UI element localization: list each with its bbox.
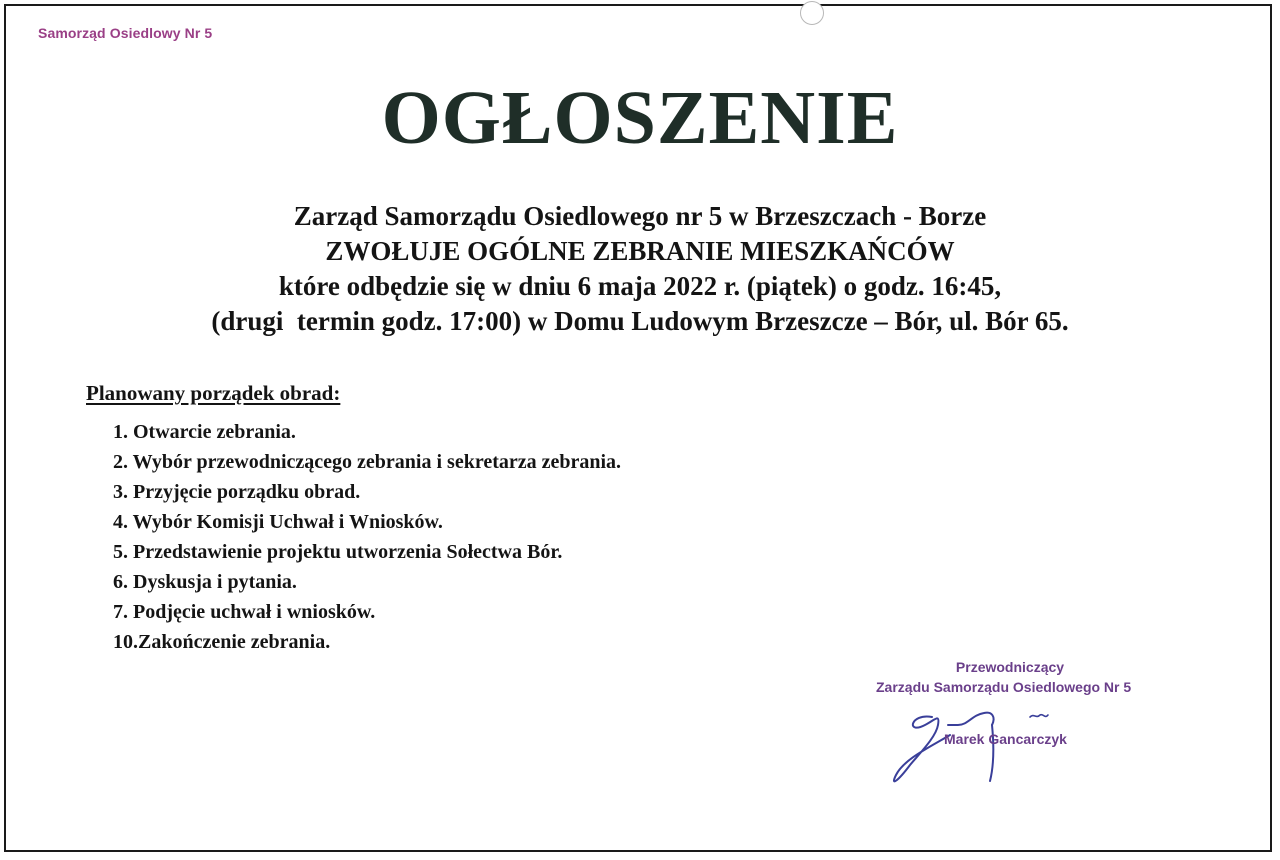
intro-line-venue: (drugi termin godz. 17:00) w Domu Ludowym Brzeszcze – Bór, ul. Bór 65.	[211, 306, 1069, 336]
agenda-item: 3. Przyjęcie porządku obrad.	[113, 481, 361, 503]
agenda-heading: Planowany porządek obrad:	[86, 381, 341, 405]
announcement-intro	[0, 199, 1280, 339]
agenda-item: 4. Wybór Komisji Uchwał i Wniosków.	[113, 511, 443, 533]
intro-line-organizer: Zarząd Samorządu Osiedlowego nr 5 w Brzeszczach - Borze	[293, 201, 987, 231]
agenda-item: 2. Wybór przewodniczącego zebrania i sekretarza zebrania.	[113, 451, 622, 473]
agenda-list	[113, 417, 621, 657]
signature-name: Marek Gancarczyk	[944, 731, 1067, 747]
header-stamp: Samorząd Osiedlowy Nr 5	[38, 25, 213, 41]
announcement-title: OGŁOSZENIE	[381, 76, 899, 160]
signature-block	[860, 655, 1180, 795]
agenda-item: 1. Otwarcie zebrania.	[113, 421, 296, 443]
agenda-item: 10.Zakończenie zebrania.	[113, 631, 331, 653]
signature-title: Przewodniczący	[955, 659, 1065, 675]
agenda-item: 6. Dyskusja i pytania.	[113, 571, 297, 593]
intro-line-date: które odbędzie się w dniu 6 maja 2022 r. (piątek) o godz. 16:45,	[278, 271, 1002, 301]
agenda-item: 7. Podjęcie uchwał i wniosków.	[113, 601, 376, 623]
agenda-item: 5. Przedstawienie projektu utworzenia Sołectwa Bór.	[113, 541, 563, 563]
punch-hole-mark	[800, 1, 824, 25]
signature-organization: Zarządu Samorządu Osiedlowego Nr 5	[876, 679, 1132, 695]
intro-line-convenes: ZWOŁUJE OGÓLNE ZEBRANIE MIESZKAŃCÓW	[325, 236, 955, 266]
